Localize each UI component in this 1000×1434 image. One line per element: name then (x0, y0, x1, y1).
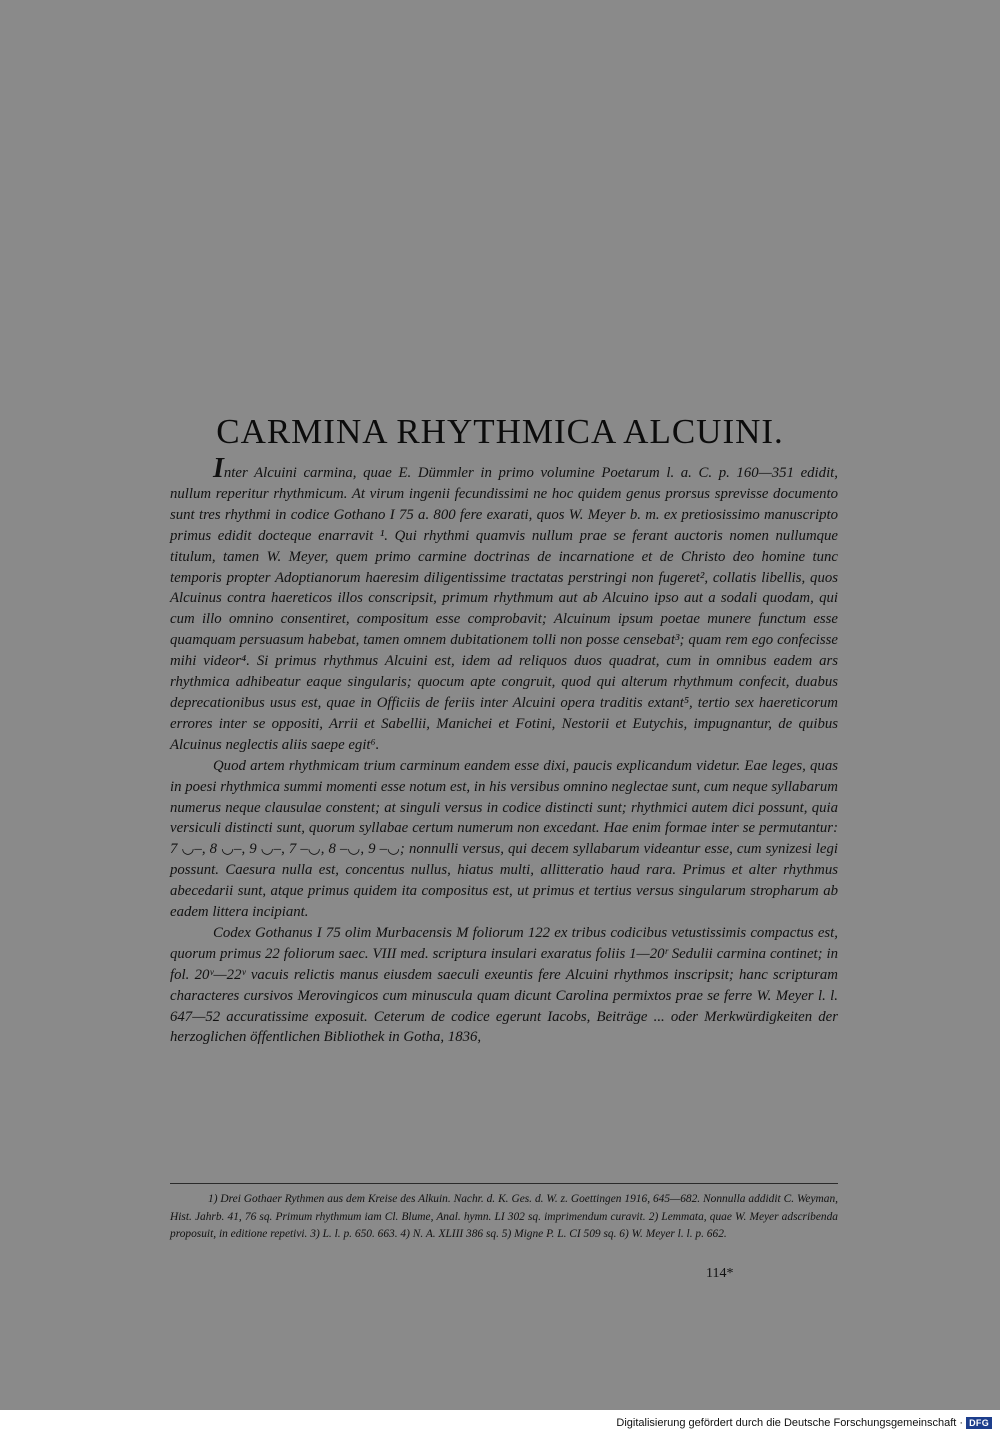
dfg-logo-icon: DFG (966, 1417, 992, 1429)
paragraph-3: Codex Gothanus I 75 olim Murbacensis M foliorum 122 ex tribus codicibus vetustissimis compactus est, quorum primus 22 foliorum saec. VIII med. scriptura insulari exaratus foliis 1—20ʳ Sedulii carmina continet; in fol. 20ᵛ—22ᵛ vacuis relictis manus eiusdem saeculi exeuntis fere Alcuini rhythmos inscripsit; hanc scripturam characteres cursivos Merovingicos cum minuscula quam dicunt Carolina permixtos prae se ferre W. Meyer l. l. 647—52 accuratissime exposuit. Ceterum de codice egerunt Iacobs, Beiträge ... oder Merkwürdigkeiten der herzoglichen öffentlichen Bibliothek in Gotha, 1836, (170, 924, 838, 1046)
drop-cap: I (213, 453, 224, 484)
page-number: 114* (706, 1266, 734, 1281)
footnote-text: 1) Drei Gothaer Rythmen aus dem Kreise des Alkuin. Nachr. d. K. Ges. d. W. z. Goettingen 1916, 645—682. Nonnulla addidit C. Weyman, Hist. Jahrb. 41, 76 sq. Primum rhythmum iam Cl. Blume, Anal. hymn. LI 302 sq. imprimendum curavit. 2) Lemmata, quae W. Meyer adscribenda proposuit, in editione repetivi. 3) L. l. p. 650. 663. 4) N. A. XLIII 386 sq. 5) Migne P. L. CI 509 sq. 6) W. Meyer l. l. p. 662. (170, 1193, 838, 1240)
paragraph-2: Quod artem rhythmicam trium carminum eandem esse dixi, paucis explicandum videtur. Eae leges, quas in poesi rhythmica summi momenti esse notum est, in his versibus omnino neglectae sunt, cum neque syllabarum numerus neque clausulae constent; at singuli versus in codice distincti sunt; rhythmici autem dici possunt, quia versiculi distincti sunt, quorum syllabae certum numerum non excedant. Hae enim formae inter se permutantur: 7 ◡–, 8 ◡–, 9 ◡–, 7 –◡, 8 –◡, 9 –◡; nonnulli versus, qui decem syllabarum videantur esse, cum synizesi legi possunt. Caesura nulla est, concentus nullus, hiatus multi, allitteratio haud rara. Primus et alter rhythmus abecedarii sunt, atque primus quidem ita compositus est, ut primus et tertius versus singularum stropharum ab eadem littera incipiant. (170, 757, 838, 921)
footnotes (170, 1191, 838, 1244)
paragraph-1-text: nter Alcuini carmina, quae E. Dümmler in primo volumine Poetarum l. a. C. p. 160—351 edidit, nullum reperitur rhythmicum. At virum ingenii fecundissimi ne hoc quidem genus prorsus sprevisse documento sunt tres rhythmi in codice Gothano I 75 a. 800 fere exarati, quos W. Meyer b. m. ex pretiosissimo manuscripto primus edidit docteque enarravit ¹. Qui rhythmi quamvis nullum prae se ferant auctoris nomen nullumque titulum, tamen W. Meyer, quem primo carmine doctrinas de incarnatione et de Christo deo homine tunc temporis propter Adoptianorum haeresim diligentissime tractatas perstringi non fugeret², collatis libellis, quos Alcuinus contra haereticos illos conscripsit, primum rhythmum aut ab Alcuino ipso aut a sodali quodam, qui cum illo omnino consentiret, compositum esse comprobavit; Alcuinum ipsum poetae munere functum esse quamquam persuasum habebat, tamen omnem dubitationem tolli non posse censebat³; quam rem ego confecisse mihi videor⁴. Si primus rhythmus Alcuini est, idem ad reliquos duos quadrat, cum in omnibus eadem ars rhythmica adhibeatur eaque singularis; quocum apte congruit, quod qui alterum rhythmum confecit, duabus deprecationibus usus est, quae in Officiis de feriis inter Alcuini opera traditis extant⁵, tertio sex haereticorum errores inter se oppositi, Arrii et Sabellii, Manichei et Fotini, Nestorii et Eutychis, impugnantur, de quibus Alcuinus neglectis aliis saepe egit⁶. (170, 465, 838, 753)
funding-credit (616, 1417, 992, 1429)
body-text (170, 453, 838, 1048)
credit-text: Digitalisierung gefördert durch die Deutsche Forschungsgemeinschaft · (616, 1417, 964, 1429)
paragraph-1 (170, 453, 838, 756)
footnote-divider (170, 1183, 838, 1184)
page-title: CARMINA RHYTHMICA ALCUINI. (216, 412, 784, 451)
